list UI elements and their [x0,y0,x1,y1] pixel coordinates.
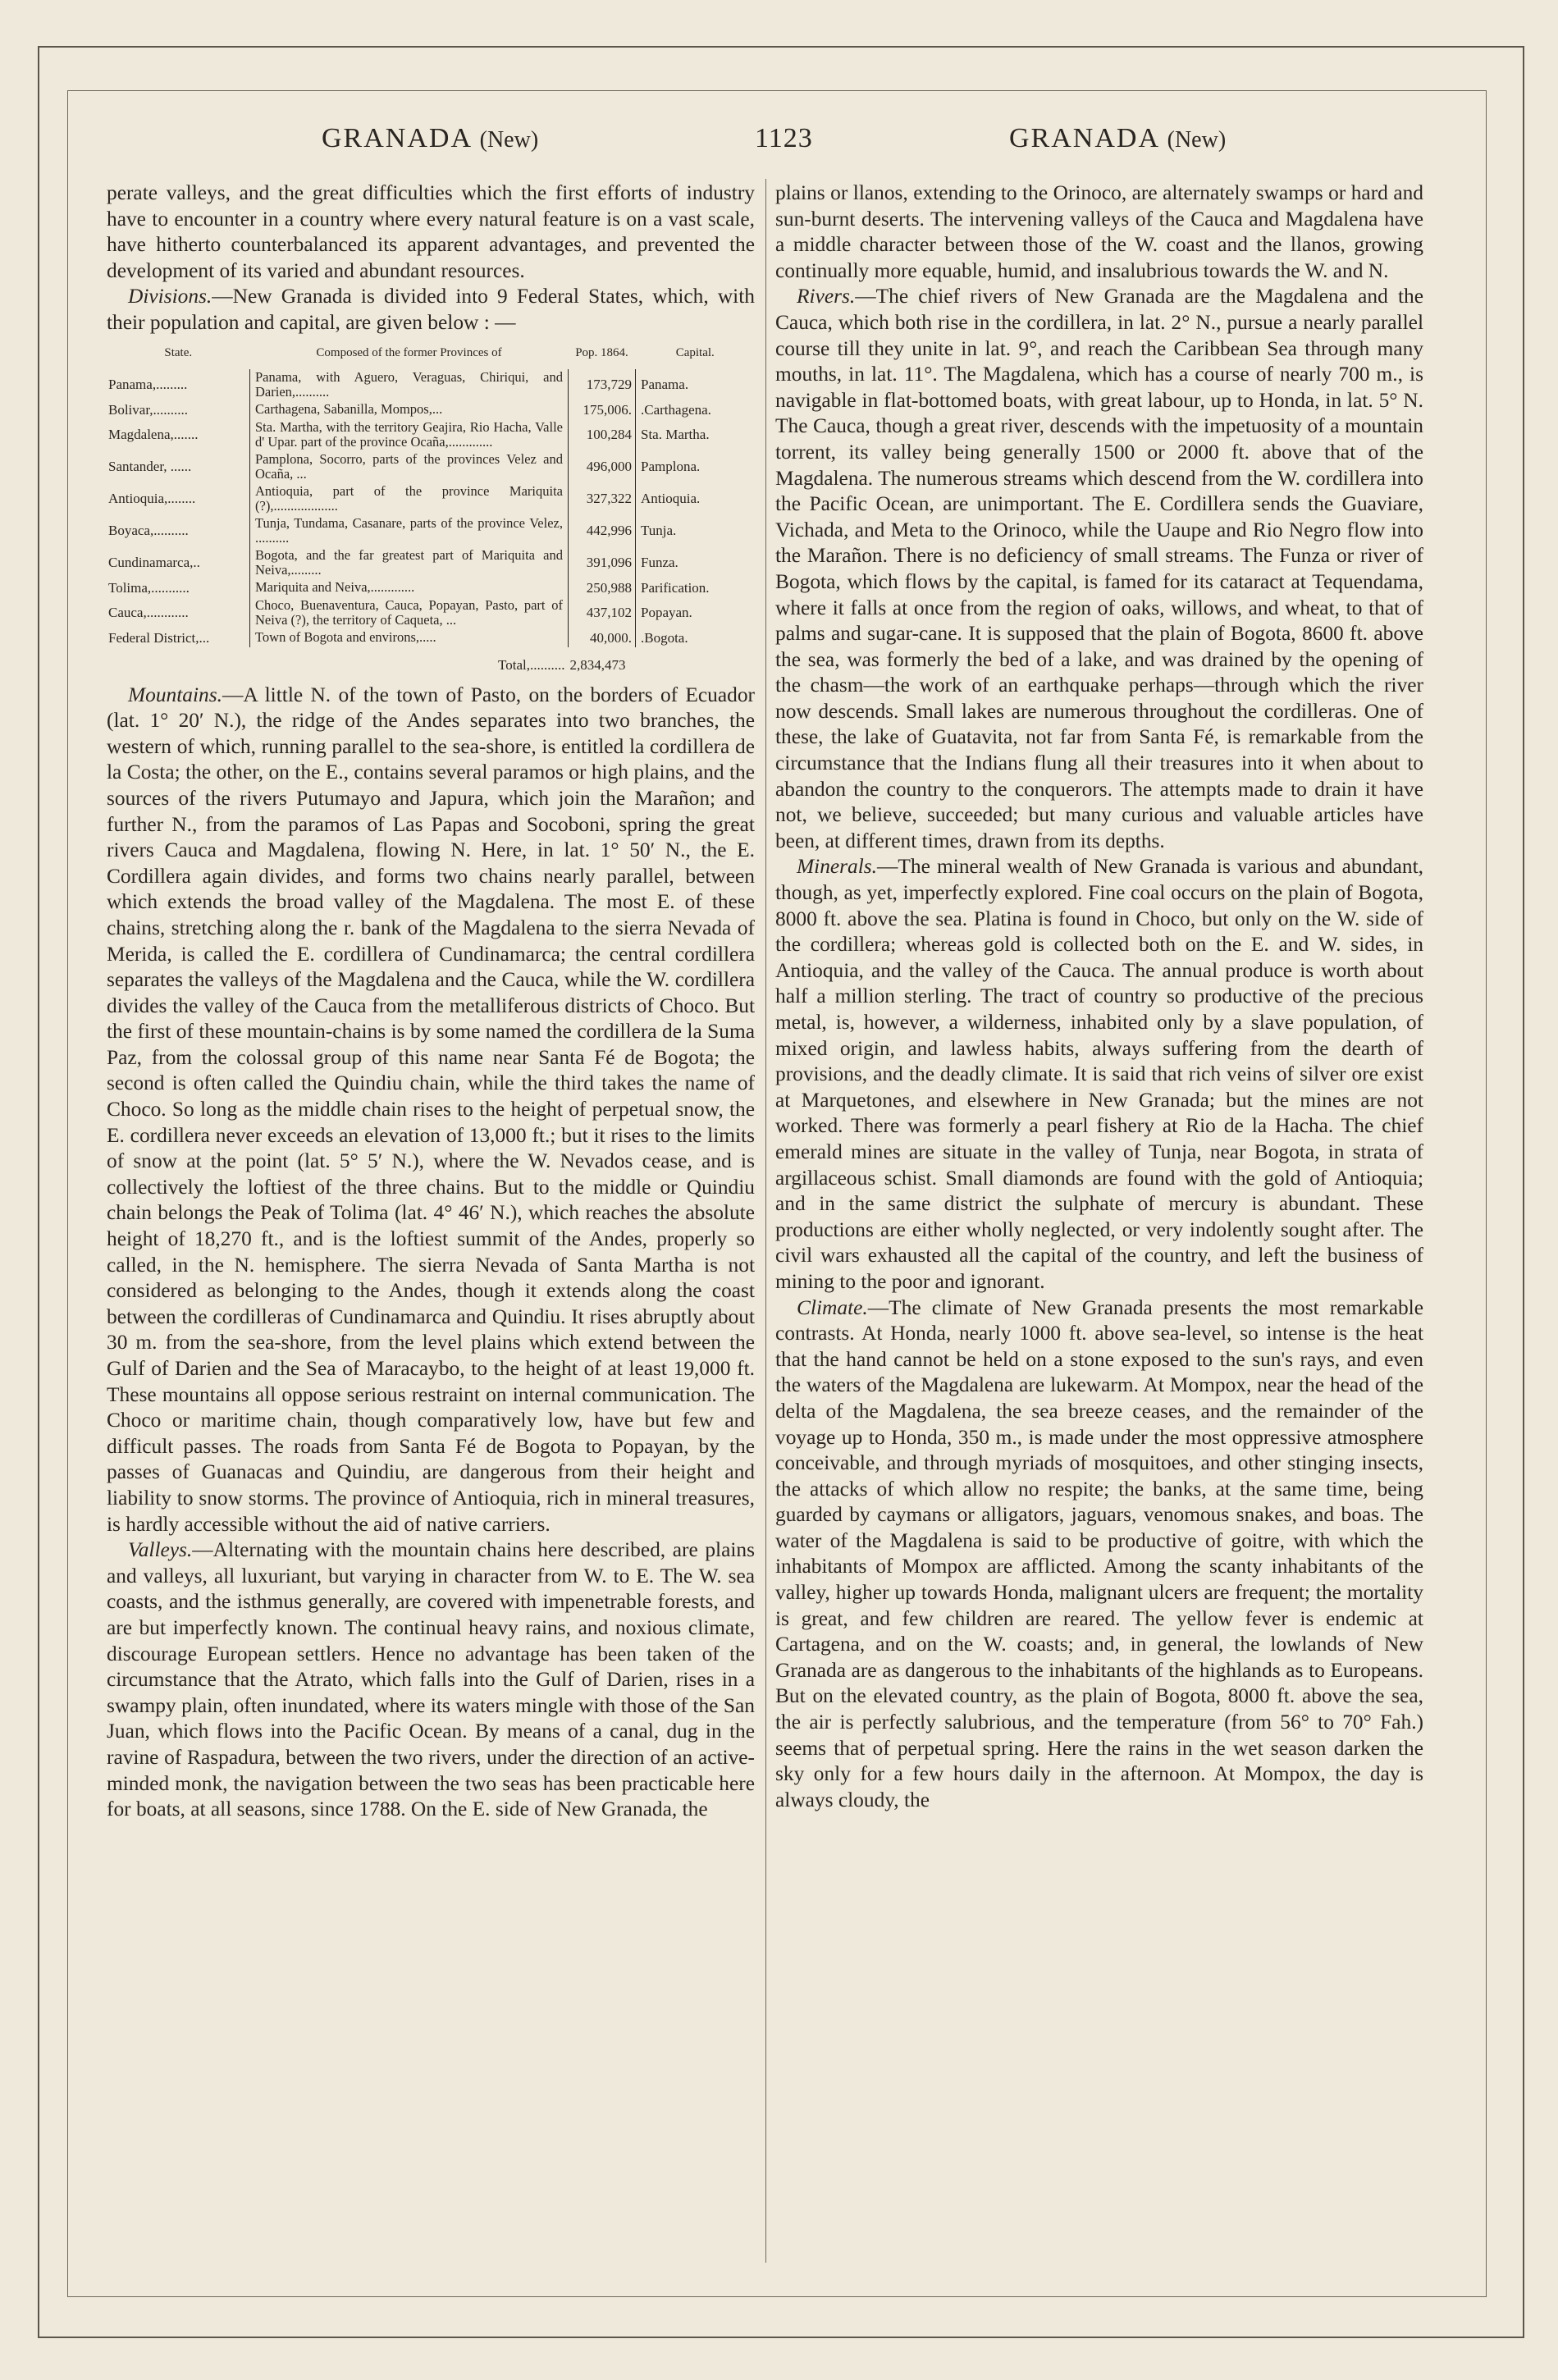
table-row: Boyaca,.......... Tunja, Tundama, Casanare, parts of the province Velez, .......... 442,996 Tunja. [108,514,677,546]
left-column [107,180,755,1823]
climate-text: —The climate of New Granada presents the most remarkable contrasts. At Honda, nearly 1000 ft. above sea-level, so intense is the heat that the hand cannot be held on a stone exposed to the sun's rays, and even the waters of the Magdalena are lukewarm. At Mompox, near the head of the delta of the Magdalena, the sea breeze ceases, and the remainder of the voyage up to Honda, 350 m., is made under the most oppressive atmosphere conceivable, and through myriads of mosquitoes, and other stinging insects, the attacks of which allow no respite; the banks, at the same time, being guarded by caymans or alligators, jaguars, venomous snakes, and boas. The water of the Magdalena is said to be productive of goitre, with which the inhabitants of Mompox are afflicted. Among the scanty inhabitants of the valley, higher up towards Honda, malignant ulcers are frequent; the mortality is great, and few children are reared. The yellow fever is endemic at Cartagena, and on the W. coasts; and, in general, the lowlands of New Granada are as dangerous to the inhabitants of the highlands as to Europeans. But on the elevated country, as the plain of Bogota, 8000 ft. above the sea, the air is perfectly salubrious, and the temperature (from 56° to 70° Fah.) seems that of perpetual spring. Here the rains in the wet season darken the sky only for a few hours daily in the afternoon. At Mompox, the day is always cloudy, the [775,1295,1423,1811]
valleys-paragraph [107,1537,755,1823]
running-header [0,123,1558,172]
header-left-title: GRANADA (New) [322,123,539,153]
table-row: Bolivar,.......... Carthagena, Sabanilla, Mompos,... 175,006. .Carthagena. [108,401,711,418]
continuation-paragraph: plains or llanos, extending to the Orinoco, are alternately swamps or hard and sun-burnt deserts. The intervening valleys of the Cauca and Magdalena have a middle character between those of the W. coast and the llanos, growing continually more equable, humid, and insalubrious towards the W. and N. [775,181,1423,282]
table-row: Panama,......... Panama, with Aguero, Veraguas, Chiriqui, and Darien,.......... 173,729 Panama. [108,368,689,400]
mountains-text: —A little N. of the town of Pasto, on the borders of Ecuador (lat. 1° 20′ N.), the ridge of the Andes separates into two branches, the western of which, running parallel to the sea-shore, is entitled la cordillera de la Costa; the other, on the E., contains several paramos or high plains, and the sources of the rivers Putumayo and Japura, which join the Marañon; and further N., from the paramos of Las Papas and Socoboni, spring the great rivers Cauca and Magdalena, flowing N. Here, in lat. 1° 50′ N., the E. Cordillera again divides, and forms two chains nearly parallel, between which extends the broad valley of the Magdalena. The most E. of these chains, stretching along the r. bank of the Magdalena to the sierra Nevada of Merida, is called the E. cordillera of Cundinamarca; the central cordillera separates the valleys of the Magdalena and the Cauca, while the W. cordillera divides the valley of the Cauca from the metalliferous districts of Choco. But the first of these mountain-chains is by some named the cordillera de la Suma Paz, from the colossal group of this name near Santa Fé de Bogota; the second is often called the Quindiu chain, while the third takes the name of Choco. So long as the middle chain rises to the height of perpetual snow, the E. cordillera never exceeds an elevation of 13,000 ft.; but it rises to the limits of snow at the point (lat. 5° 5′ N.), where the W. Nevados cease, and is collectively the loftiest of the three chains. But to the middle or Quindiu chain belongs the Peak of Tolima (lat. 4° 46′ N.), which reaches the absolute height of 18,270 ft., and is the loftiest summit of the Andes, properly so called, in the N. hemisphere. The sierra Nevada of Santa Martha is not considered as belonging to the Andes, though it extends along the coast between the cordilleras of Cundinamarca and Quindiu. It rises abruptly about 30 m. from the sea-shore, from the level plains which extend between the Gulf of Darien and the Sea of Maracaybo, to the height of at least 19,000 ft. These mountains all oppose serious restraint on internal communication. The Choco or maritime chain, though comparatively low, have but few and difficult passes. The roads from Santa Fé de Bogota to Popayan, by the passes of Guanacas and Quindiu, are dangerous from their height and liability to snow storms. The province of Antioquia, rich in mineral treasures, is hardly accessible without the aid of native carriers. [107,683,755,1536]
th-population: Pop. 1864. [575,345,628,359]
right-column [775,180,1423,1813]
table-row: Tolima,........... Mariquita and Neiva,............. 250,988 Parification. [108,579,710,596]
table-row: Antioquia,........ Antioquia, part of the province Mariquita (?),................... 327,322 Antioquia. [108,482,701,514]
total-label: Total,.......... [498,656,565,673]
valleys-text: —Alternating with the mountain chains here described, are plains and valleys, all luxuriant, but varying in character from W. to E. The W. sea coasts, and the isthmus generally, are covered with impenetrable forests, and are but imperfectly known. The continual heavy rains, and noxious climate, discourage European settlers. Hence no advantage has been taken of the circumstance that the Atrato, which falls into the Gulf of Darien, rises in a swampy plain, often inundated, where its waters mingle with those of the San Juan, which flows into the Pacific Ocean. By means of a canal, dug in the ravine of Raspadura, between the two rivers, under the direction of an active-minded monk, the navigation between the two seas has been practicable here for boats, at all seasons, since 1788. On the E. side of New Granada, the [107,1538,755,1821]
table-row: Magdalena,....... Sta. Martha, with the territory Geajira, Rio Hacha, Valle d' Upar. part of the province Ocaña,............. 100,284 Sta. Martha. [108,418,710,450]
page-number: 1123 [755,123,813,153]
minerals-heading: Minerals. [797,855,878,879]
table-row: Cundinamarca,.. Bogota, and the far greatest part of Mariquita and Neiva,......... 391,096 Funza. [108,546,678,578]
minerals-paragraph [775,854,1423,1295]
mountains-paragraph [107,683,755,1538]
table-row: Cauca,............ Choco, Buenaventura, Cauca, Popayan, Pasto, part of Neiva (?), the territory of Caqueta, ... 437,102 Popayan. [108,596,692,628]
minerals-text: —The mineral wealth of New Granada is various and abundant, though, as yet, imperfectly explored. Fine coal occurs on the plain of Bogota, 8000 ft. above the sea. Platina is found in Choco, but only on the W. side of the cordillera; whereas gold is collected both on the E. and W. sides, in Antioquia, and the valley of the Cauca. The annual produce is worth about half a million sterling. The tract of country so productive of the precious metal, is, however, a wilderness, inhabited only by a slave population, of mixed origin, and lawless habits, always suffering from the dearth of provisions, and the deadly climate. It is said that rich veins of silver ore exist at Marquetones, and elsewhere in New Granada; but the mines are not worked. There was formerly a pearl fishery at Rio de la Hacha. The chief emerald mines are situate in the valley of Tunja, near Bogota, in strata of argillaceous schist. Small diamonds are found with the gold of Antioquia; and in the same district the sulphate of mercury is abundant. These productions are either wholly neglected, or very indolently sought after. The civil wars exhausted all the capital of the country, and left the business of mining to the poor and ignorant. [775,855,1423,1293]
divisions-table [107,343,755,674]
divisions-paragraph [107,284,755,336]
header-right-title: GRANADA (New) [1009,123,1227,153]
table-total-row [107,647,755,674]
divisions-heading: Divisions. [128,285,212,308]
intro-paragraph: perate valleys, and the great difficulties which the first efforts of industry have to encounter in a country where every natural feature is on a vast scale, have hitherto counterbalanced its apparent advantages, and prevented the development of its varied and abundant resources. [107,181,755,282]
column-divider [765,179,766,2263]
total-value: 2,834,473 [569,656,626,673]
table-row: Federal District,... Town of Bogota and environs,..... 40,000. .Bogota. [108,629,688,646]
climate-heading: Climate. [797,1295,868,1319]
mountains-heading: Mountains. [128,683,222,706]
valleys-heading: Valleys. [128,1538,193,1562]
th-state: State. [164,345,193,359]
th-capital: Capital. [675,345,715,359]
rivers-text: —The chief rivers of New Granada are the Magdalena and the Cauca, which both rise in the cordillera, in lat. 2° N., pursue a nearly parallel course till they unite in lat. 9°, and reach the Caribbean Sea through many mouths, in lat. 11°. The Magdalena, which has a course of nearly 700 m., is navigable in flat-bottomed boats, with great labour, up to Honda, in lat. 5° N. The Cauca, though a great river, descends with the impetuosity of a mountain torrent, its valley being generally 1500 or 2000 ft. above that of the Magdalena. The numerous streams which descend from the W. cordillera into the Pacific Ocean, are unimportant. The E. Cordillera sends the Guaviare, Vichada, and Meta to the Orinoco, while the Uaupe and Rio Negro flow into the Marañon. There is no deficiency of small streams. The Funza or river of Bogota, which flows by the capital, is famed for its cataract at Tequendama, where it falls at once from the region of oaks, willows, and wheat, to that of palms and sugar-cane. It is supposed that the plain of Bogota, 8600 ft. above the sea, was formerly the bed of a lake, and was drained by the opening of the chasm—the work of an earthquake perhaps—through which the river now descends. Small lakes are numerous throughout the cordilleras. One of these, the lake of Guatavita, not far from Santa Fé, is remarkable from the circumstance that the Indians flung all their treasures into it when about to abandon the country to the conquerors. The attempts made to drain it have not, we believe, succeeded; but many curious and valuable articles have been, at different times, drawn from its depths. [775,285,1423,852]
th-provinces: Composed of the former Provinces of [316,345,502,359]
table-row: Santander, ...... Pamplona, Socorro, parts of the provinces Velez and Ocaña, ... 496,000 Pamplona. [108,450,701,482]
divisions-text: —New Granada is divided into 9 Federal States, which, with their population and capital, are given below : — [107,285,755,334]
climate-paragraph [775,1295,1423,1814]
rivers-heading: Rivers. [797,285,856,308]
rivers-paragraph [775,284,1423,854]
